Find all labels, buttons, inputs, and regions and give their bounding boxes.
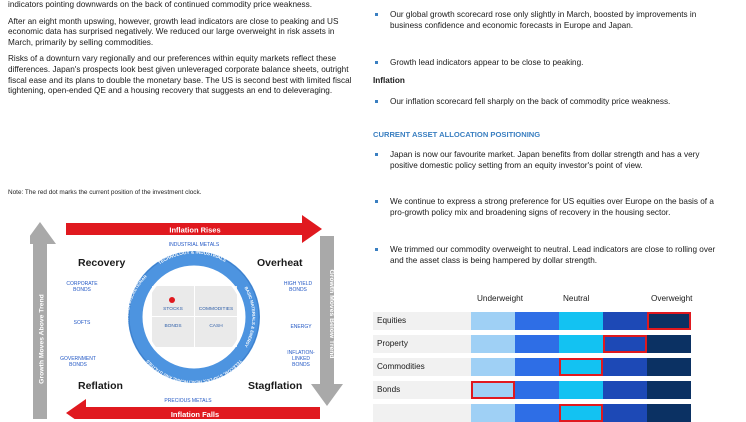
allocation-position-marker — [471, 381, 515, 399]
investment-clock-diagram — [30, 214, 350, 419]
inflation-rises-arrow — [66, 215, 322, 243]
growth-above-trend-label: Growth Moves Above Trend — [38, 294, 46, 384]
inflation-rises-label: Inflation Rises — [169, 225, 221, 235]
bonds-label: BONDS — [164, 324, 182, 329]
allocation-bullet-1: Japan is now our favourite market. Japan benefits from dollar strength and has a very positive domestic policy setting from an equity investor's point of view. — [373, 150, 720, 171]
allocation-row-label: Commodities — [373, 358, 471, 376]
allocation-position-marker — [559, 404, 603, 422]
allocation-scale-cell — [647, 381, 691, 399]
allocation-scale-cell — [471, 312, 515, 330]
softs-label: SOFTS — [73, 320, 91, 326]
growth-below-trend-arrow — [311, 236, 343, 406]
allocation-scale-cell — [515, 404, 559, 422]
allocation-scale-cell — [603, 358, 647, 376]
commodities-label: COMMODITIES — [198, 307, 234, 312]
allocation-position-marker — [559, 358, 603, 376]
allocation-row-label: Bonds — [373, 381, 471, 399]
reflation-label: Reflation — [78, 380, 123, 392]
allocation-position-marker — [647, 312, 691, 330]
growth-below-trend-label: Growth Moves Below Trend — [328, 269, 335, 359]
energy-label: ENERGY — [290, 324, 312, 330]
paragraph-1: indicators pointing downwards on the back of continued commodity price weakness. — [8, 0, 313, 9]
allocation-row-label — [373, 404, 471, 422]
allocation-scale-cell — [559, 335, 603, 353]
allocation-scale-cell — [647, 404, 691, 422]
inflation-bullet-1: Our inflation scorecard fell sharply on the back of commodity price weakness. — [373, 97, 710, 108]
allocation-scale-cell — [471, 358, 515, 376]
ring-materials-label: BASIC MATERIALS & ENERGY — [243, 285, 257, 349]
header-neutral: Neutral — [563, 294, 590, 303]
left-column — [8, 0, 360, 103]
current-position-dot — [169, 297, 175, 303]
ring-telecom-label: TELECOM, STAPLES, HEALTHCARE AND UTILITIES — [145, 358, 243, 385]
stagflation-label: Stagflation — [248, 380, 303, 392]
high-yield-bonds-label: HIGH YIELD BONDS — [283, 281, 313, 293]
growth-bullet-1: Our global growth scorecard rose only slightly in March, boosted by improvements in business confidence and economic forecasts in Europe and Japan. — [373, 10, 710, 31]
bonds-quadrant — [152, 317, 194, 347]
inflation-linked-bonds-label: INFLATION-LINKED BONDS — [287, 350, 315, 368]
allocation-row-label: Property — [373, 335, 471, 353]
allocation-scale-cell — [603, 312, 647, 330]
allocation-scale-cell — [515, 335, 559, 353]
allocation-position-marker — [603, 335, 647, 353]
growth-bullet-2: Growth lead indicators appear to be close to peaking. — [373, 58, 710, 69]
stocks-label: STOCKS — [163, 307, 183, 312]
industrial-metals-label: INDUSTRIAL METALS — [168, 242, 220, 248]
recovery-label: Recovery — [78, 257, 126, 269]
allocation-scale-cell — [603, 404, 647, 422]
corporate-bonds-label: CORPORATE BONDS — [66, 281, 98, 293]
allocation-scale-cell — [515, 381, 559, 399]
allocation-scale-cell — [471, 335, 515, 353]
allocation-scale-cell — [559, 312, 603, 330]
header-underweight: Underweight — [477, 294, 523, 303]
growth-above-trend-arrow — [30, 222, 56, 419]
allocation-scale-cell — [647, 358, 691, 376]
allocation-bullet-2: We continue to express a strong preference for US equities over Europe on the basis of a pro-growth policy mix and broadening signs of recovery in the housing sector. — [373, 197, 720, 218]
allocation-scale-cell — [471, 404, 515, 422]
clock-note: Note: The red dot marks the current position of the investment clock. — [8, 189, 202, 196]
precious-metals-label: PRECIOUS METALS — [164, 398, 212, 404]
paragraph-3: Risks of a downturn vary regionally and our preferences within equity markets reflect these differences. Japan's prospects look best given unleveraged corporate balance sheets, outright fiscal ease and its plans to double the monetary base. The US is second best with limited fiscal tightening, open-ended QE and a housing recovery that suggests an end to deleveraging. — [8, 54, 352, 96]
inflation-falls-label: Inflation Falls — [170, 410, 220, 419]
allocation-scale-cell — [559, 381, 603, 399]
ring-financials-label: INANCIALS & CONSUMER DISCRETIONAR — [124, 273, 148, 358]
overheat-label: Overheat — [257, 257, 303, 269]
cash-quadrant — [195, 317, 237, 347]
cash-label: CASH — [209, 324, 223, 329]
allocation-scale-cell — [603, 381, 647, 399]
ring-tech-label: TECHNOLOGY & INDUSTRIALS — [157, 249, 228, 266]
allocation-heading: CURRENT ASSET ALLOCATION POSITIONING — [373, 130, 541, 139]
government-bonds-label: GOVERNMENT BONDS — [60, 356, 96, 368]
allocation-scale-cell — [515, 358, 559, 376]
header-overweight: Overweight — [651, 294, 693, 303]
allocation-scale-cell — [647, 335, 691, 353]
allocation-scale-cell — [515, 312, 559, 330]
paragraph-2: After an eight month upswing, however, growth lead indicators are close to peaking and US economic data has surprised negatively. We reduced our large overweight in risk assets in March, primarily by selling commodities. — [8, 16, 339, 47]
allocation-row-label: Equities — [373, 312, 471, 330]
allocation-bullet-3: We trimmed our commodity overweight to neutral. Lead indicators are close to rolling over and the asset class is being hampered by dollar strength. — [373, 245, 720, 266]
allocation-grid — [373, 290, 713, 419]
inflation-heading: Inflation — [373, 76, 405, 85]
